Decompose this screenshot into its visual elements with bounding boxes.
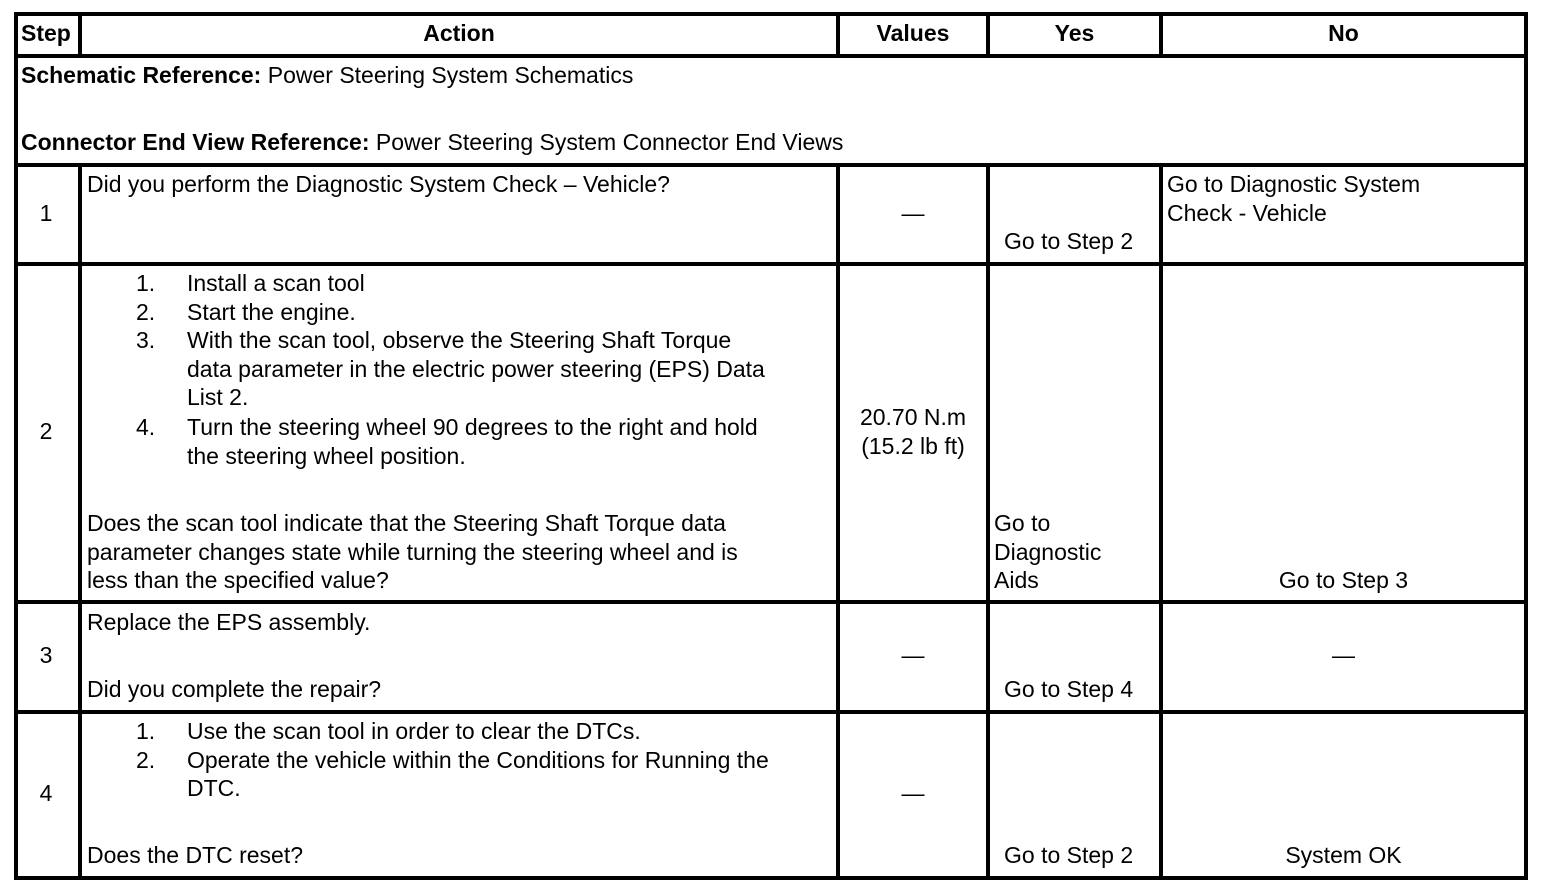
step-1-values: — [901,200,925,226]
step-1-question: Did you perform the Diagnostic System Check – Vehicle? [87,171,670,197]
step-3-question: Did you complete the repair? [87,676,382,702]
step-2-yes-link-line3[interactable]: Aids [994,567,1039,593]
step-4-question: Does the DTC reset? [87,842,304,868]
col-rule-2b [836,163,840,876]
step-4-item-2-number: 2. [136,747,156,773]
header-yes: Yes [1054,20,1095,46]
header-values: Values [876,20,950,46]
step-4-item-2-text-line2: DTC. [187,775,241,801]
step-2-question-line1: Does the scan tool indicate that the Steering Shaft Torque data [87,510,726,536]
step-2-item-2-number: 2. [136,299,156,325]
step-2-yes-link-line2[interactable]: Diagnostic [994,539,1102,565]
step-2-number: 2 [39,418,53,444]
step-2-no-link[interactable]: Go to Step 3 [1278,567,1409,593]
step-4-number: 4 [39,780,53,806]
step-3-number: 3 [39,642,53,668]
step-4-values: — [901,780,925,806]
step-2-question-line3: less than the specified value? [87,567,389,593]
col-rule-4b [1159,163,1163,876]
step-2-item-3-number: 3. [136,327,156,353]
step-2-item-3-text-line1: With the scan tool, observe the Steering Shaft Torque [187,327,732,353]
step-2-yes-link-line1[interactable]: Go to [994,510,1051,536]
step-4-item-1-number: 1. [136,718,156,744]
header-step: Step [21,20,71,46]
step-1-number: 1 [39,200,53,226]
connector-reference-label: Connector End View Reference: [21,129,370,155]
step-2-item-1-text: Install a scan tool [187,270,365,296]
step-4-no: System OK [1285,842,1402,868]
step-2-item-4-text-line2: the steering wheel position. [187,443,466,469]
step-1-yes-link[interactable]: Go to Step 2 [1004,228,1134,254]
step-1-no-link-line2[interactable]: Check - Vehicle [1167,200,1327,226]
step-4-item-2-text-line1: Operate the vehicle within the Conditions for Running the [187,747,769,773]
rule-step3 [18,710,1524,714]
step-2-item-3-text-line2: data parameter in the electric power steering (EPS) Data [187,356,765,382]
step-3-action: Replace the EPS assembly. [87,609,371,635]
step-2-item-4-text-line1: Turn the steering wheel 90 degrees to the right and hold [187,414,758,440]
step-2-question-line2: parameter changes state while turning the steering wheel and is [87,539,738,565]
header-no: No [1328,20,1359,46]
col-rule-3b [986,163,990,876]
step-4-item-1-text: Use the scan tool in order to clear the DTCs. [187,718,641,744]
header-action: Action [423,20,495,46]
connector-reference-link[interactable]: Power Steering System Connector End Views [375,129,844,155]
rule-header [18,54,1524,58]
step-3-no: — [1332,642,1355,668]
step-3-yes-link[interactable]: Go to Step 4 [1004,676,1134,702]
step-2-item-2-text: Start the engine. [187,299,356,325]
rule-step2 [18,600,1524,604]
rule-step1 [18,262,1524,266]
step-3-values: — [901,642,925,668]
step-2-values-line1: 20.70 N.m [859,404,967,430]
col-rule-1b [78,163,82,876]
step-4-yes-link[interactable]: Go to Step 2 [1004,842,1134,868]
schematic-reference-link[interactable]: Power Steering System Schematics [267,62,634,88]
schematic-reference-label: Schematic Reference: [21,62,262,88]
step-2-item-4-number: 4. [136,414,156,440]
schematic-reference [21,61,633,90]
step-2-item-3-text-line3: List 2. [187,384,249,410]
step-2-values-line2: (15.2 lb ft) [861,433,965,459]
rule-references [18,163,1524,167]
step-1-no-link-line1[interactable]: Go to Diagnostic System [1167,171,1421,197]
connector-reference [21,128,843,157]
step-2-item-1-number: 1. [136,270,156,296]
